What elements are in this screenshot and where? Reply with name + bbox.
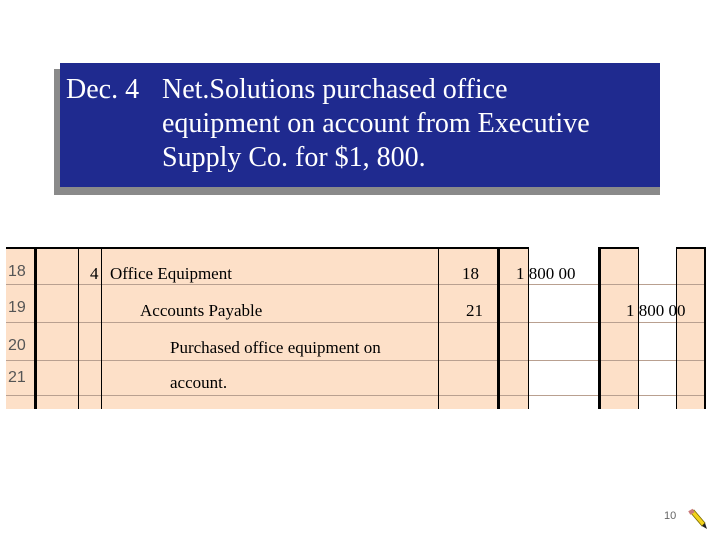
- credit-white-cell: [638, 247, 676, 409]
- column-divider: [598, 247, 601, 409]
- entry-account: Office Equipment: [110, 264, 232, 283]
- column-divider: [704, 247, 706, 409]
- column-divider: [34, 247, 37, 409]
- journal-top-border: [6, 247, 706, 249]
- column-divider: [101, 247, 102, 409]
- entry-debit: 1 800 00: [516, 264, 576, 283]
- entry-account: Accounts Payable: [140, 301, 263, 320]
- journal-line-number: 19: [8, 299, 26, 316]
- column-divider: [638, 247, 639, 409]
- journal-table: [6, 247, 706, 409]
- entry-day: 4: [90, 264, 99, 283]
- journal-line-number: 21: [8, 369, 26, 386]
- entry-post-ref: 21: [466, 301, 483, 320]
- row-divider: [6, 322, 706, 323]
- transaction-description-line: Supply Co. for $1, 800.: [162, 142, 426, 173]
- entry-credit: 1 800 00: [626, 301, 686, 320]
- transaction-banner: [60, 63, 660, 187]
- page-number: 10: [664, 510, 677, 522]
- transaction-date: Dec. 4: [66, 74, 140, 105]
- transaction-description-line: Net.Solutions purchased office: [162, 74, 508, 105]
- pencil-icon: [686, 508, 708, 530]
- journal-line-number: 18: [8, 263, 26, 280]
- column-divider: [676, 247, 677, 409]
- row-divider: [6, 360, 706, 361]
- entry-explanation: account.: [170, 373, 228, 392]
- transaction-description-line: equipment on account from Executive: [162, 108, 590, 139]
- column-divider: [497, 247, 500, 409]
- column-divider: [78, 247, 79, 409]
- journal-line-number: 20: [8, 337, 26, 354]
- entry-explanation: Purchased office equipment on: [170, 338, 381, 357]
- entry-post-ref: 18: [462, 264, 479, 283]
- column-divider: [438, 247, 439, 409]
- transaction-description: [162, 73, 662, 175]
- row-divider: [6, 284, 706, 285]
- row-divider: [6, 395, 706, 396]
